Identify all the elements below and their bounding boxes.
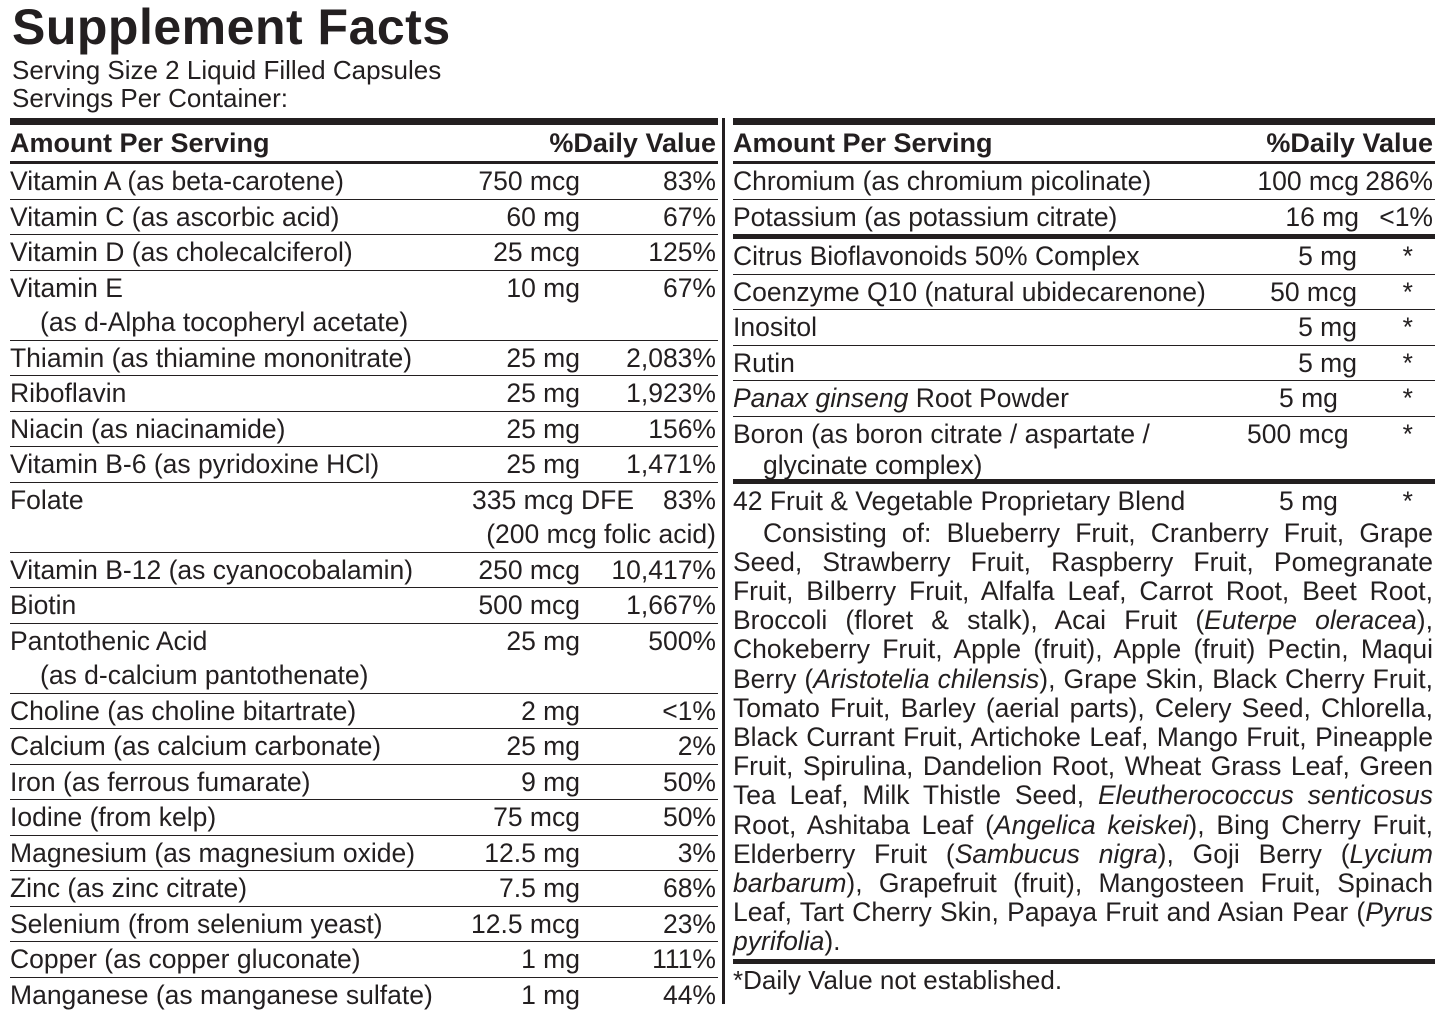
header-daily-value: %Daily Value bbox=[1266, 128, 1433, 158]
latin-name: Angelica keiskei bbox=[993, 809, 1189, 840]
nutrient-daily-value: 2,083% bbox=[626, 342, 716, 373]
nutrient-daily-value: 111% bbox=[652, 944, 716, 974]
nutrient-row bbox=[10, 200, 718, 236]
nutrient-line bbox=[10, 800, 718, 835]
nutrient-line bbox=[10, 412, 718, 447]
blend-indent bbox=[733, 518, 763, 548]
nutrient-row bbox=[10, 412, 718, 448]
left-rows bbox=[10, 164, 718, 1012]
latin-name: Euterpe oleracea bbox=[1204, 605, 1417, 636]
nutrient-name: Coenzyme Q10 (natural ubidecarenone) bbox=[733, 276, 1206, 307]
nutrient-amount: 5 mg bbox=[1279, 383, 1338, 413]
blend-amount: 5 mg bbox=[1279, 486, 1338, 516]
nutrient-amount: 25 mg bbox=[506, 413, 580, 444]
nutrient-daily-value: 83% bbox=[662, 484, 716, 515]
nutrient-line bbox=[10, 164, 718, 199]
nutrient-row bbox=[10, 765, 718, 801]
nutrient-subline: (as d-calcium pantothenate) bbox=[40, 660, 369, 690]
nutrient-row bbox=[10, 341, 718, 377]
nutrient-line bbox=[10, 907, 718, 942]
nutrient-line bbox=[10, 765, 718, 800]
nutrient-name: Iodine (from kelp) bbox=[10, 802, 217, 832]
blend-daily-value: * bbox=[1402, 486, 1413, 516]
nutrient-name: Niacin (as niacinamide) bbox=[10, 413, 286, 444]
nutrient-amount: 750 mcg bbox=[478, 166, 580, 196]
nutrient-daily-value: 68% bbox=[662, 873, 716, 903]
nutrient-row bbox=[10, 624, 718, 694]
nutrient-name: Iron (as ferrous fumarate) bbox=[10, 766, 311, 797]
nutrient-daily-value: <1% bbox=[662, 695, 716, 726]
nutrient-amount: 12.5 mcg bbox=[470, 908, 580, 939]
nutrient-row bbox=[10, 164, 718, 200]
boron-row bbox=[733, 417, 1435, 485]
nutrient-row bbox=[10, 978, 718, 1013]
nutrient-amount: 9 mg bbox=[521, 766, 580, 797]
nutrient-name: Vitamin E bbox=[10, 272, 123, 303]
header-daily-value: %Daily Value bbox=[549, 128, 716, 158]
nutrient-name: Vitamin D (as cholecalciferol) bbox=[10, 237, 353, 267]
blend-text: ). bbox=[824, 926, 841, 957]
nutrient-line bbox=[10, 871, 718, 906]
nutrient-name: Vitamin A (as beta-carotene) bbox=[10, 166, 344, 196]
nutrient-amount: 25 mg bbox=[506, 378, 580, 408]
nutrient-amount: 25 mg bbox=[506, 342, 580, 373]
right-others bbox=[733, 239, 1435, 381]
nutrient-row bbox=[733, 200, 1435, 240]
header-amount: Amount Per Serving bbox=[733, 128, 993, 158]
nutrient-amount: 1 mg bbox=[521, 944, 580, 974]
nutrient-row bbox=[10, 588, 718, 624]
nutrient-daily-value: * bbox=[1402, 276, 1413, 307]
nutrient-name: Panax ginseng Root Powder bbox=[733, 383, 1069, 413]
nutrient-row bbox=[733, 275, 1435, 311]
nutrient-daily-value: 10,417% bbox=[611, 554, 716, 585]
nutrient-name: Citrus Bioflavonoids 50% Complex bbox=[733, 241, 1140, 271]
nutrient-row bbox=[10, 553, 718, 589]
nutrient-daily-value: 44% bbox=[662, 979, 716, 1010]
nutrient-daily-value: <1% bbox=[1379, 201, 1433, 232]
nutrient-daily-value: 3% bbox=[677, 837, 716, 868]
nutrient-amount: 5 mg bbox=[1298, 241, 1357, 271]
nutrient-row bbox=[10, 694, 718, 730]
nutrient-name: Inositol bbox=[733, 312, 817, 342]
nutrient-amount: 25 mg bbox=[506, 625, 580, 656]
nutrient-row bbox=[10, 907, 718, 943]
latin-name: Lycium barbarum bbox=[733, 838, 1433, 898]
nutrient-amount: 500 mcg bbox=[478, 590, 580, 620]
nutrient-amount: 75 mcg bbox=[493, 802, 580, 832]
nutrient-daily-value: 500% bbox=[648, 625, 716, 656]
panel-title: Supplement Facts bbox=[12, 0, 451, 55]
nutrient-daily-value: 1,667% bbox=[626, 590, 716, 620]
nutrient-line bbox=[10, 235, 718, 270]
nutrient-name: Riboflavin bbox=[10, 378, 127, 408]
nutrient-name: Vitamin B-12 (as cyanocobalamin) bbox=[10, 554, 414, 585]
nutrient-row bbox=[10, 800, 718, 836]
nutrient-name: Magnesium (as magnesium oxide) bbox=[10, 837, 416, 868]
nutrient-row bbox=[10, 942, 718, 978]
nutrient-daily-value: 1,471% bbox=[626, 449, 716, 479]
nutrient-amount: 25 mg bbox=[506, 449, 580, 479]
servings-per-container: Servings Per Container: bbox=[12, 83, 289, 113]
nutrient-amount: 1 mg bbox=[521, 979, 580, 1010]
nutrient-amount: 10 mg bbox=[506, 272, 580, 303]
latin-name: Eleutherococcus senticosus bbox=[1098, 780, 1433, 811]
latin-name: Sambucus nigra bbox=[954, 838, 1158, 869]
blend-text: ), Bing Cherry Fruit, Elderberry Fruit ( bbox=[733, 809, 1433, 869]
nutrient-amount: 335 mcg DFE bbox=[472, 484, 635, 515]
nutrient-line bbox=[10, 341, 718, 376]
nutrient-amount: 16 mg bbox=[1285, 201, 1359, 232]
nutrient-row bbox=[10, 871, 718, 907]
blend-text: ), Grape Skin, Black Cherry Fruit, Tomato Fruit, Barley (aerial parts), Celery Seed, Chlorella, Black Currant Fruit, Artichoke Leaf, Mango Fruit, Pineapple Fruit, Spirulina, Dandelion Root, Wheat Grass Leaf, Green Tea Leaf, Milk Thistle Seed, bbox=[733, 663, 1433, 811]
nutrient-amount: 50 mcg bbox=[1270, 276, 1357, 307]
nutrient-line bbox=[10, 447, 718, 482]
blend-text: ), Chokeberry Fruit, Apple (fruit), Apple (fruit) Pectin, Maqui Berry ( bbox=[733, 605, 1433, 694]
nutrient-name: Zinc (as zinc citrate) bbox=[10, 873, 248, 903]
nutrient-name: Vitamin C (as ascorbic acid) bbox=[10, 201, 340, 232]
left-column bbox=[10, 118, 718, 1012]
nutrient-name: Thiamin (as thiamine mononitrate) bbox=[10, 342, 413, 373]
nutrient-line bbox=[10, 729, 718, 764]
nutrient-name: Calcium (as calcium carbonate) bbox=[10, 731, 382, 761]
blend-text: Consisting of: Blueberry Fruit, Cranberry Fruit, Grape Seed, Strawberry Fruit, Raspberry Fruit, Pomegranate Fruit, Bilberry Fruit, Alfalfa Leaf, Carrot Root, Beet Root, Broccoli (floret & stalk), Acai Fruit ( bbox=[733, 517, 1433, 636]
nutrient-amount: 25 mcg bbox=[493, 237, 580, 267]
nutrient-daily-value: 50% bbox=[662, 766, 716, 797]
nutrient-name: Biotin bbox=[10, 590, 77, 620]
nutrient-daily-value: 286% bbox=[1365, 166, 1433, 196]
nutrient-row bbox=[733, 346, 1435, 382]
nutrient-daily-value: 67% bbox=[662, 201, 716, 232]
nutrient-amount: 5 mg bbox=[1298, 312, 1357, 342]
blend-text: ), Grapefruit (fruit), Mangosteen Fruit, Spinach Leaf, Tart Cherry Skin, Papaya Fruit and Asian Pear ( bbox=[733, 867, 1433, 928]
nutrient-name: Vitamin B-6 (as pyridoxine HCl) bbox=[10, 449, 380, 479]
nutrient-name: Chromium (as chromium picolinate) bbox=[733, 166, 1152, 196]
nutrient-daily-value: 156% bbox=[648, 413, 716, 444]
nutrient-daily-value: 1,923% bbox=[626, 378, 716, 408]
nutrient-row bbox=[10, 729, 718, 765]
thick-rule bbox=[733, 118, 1435, 125]
nutrient-line bbox=[10, 694, 718, 729]
nutrient-name: Boron (as boron citrate / aspartate / bbox=[733, 418, 1150, 449]
nutrient-amount: 12.5 mg bbox=[484, 837, 580, 868]
blend-ingredients bbox=[733, 519, 1435, 957]
blend-text: ), Goji Berry ( bbox=[1157, 838, 1350, 869]
nutrient-daily-value: 50% bbox=[662, 802, 716, 832]
nutrient-row bbox=[733, 164, 1435, 200]
nutrient-name: Selenium (from selenium yeast) bbox=[10, 908, 383, 939]
nutrient-subline: glycinate complex) bbox=[763, 450, 983, 480]
footnote: *Daily Value not established. bbox=[733, 959, 1435, 996]
nutrient-amount: 100 mcg bbox=[1257, 166, 1359, 196]
nutrient-daily-value: 125% bbox=[648, 237, 716, 267]
nutrient-daily-value: 23% bbox=[662, 908, 716, 939]
nutrient-daily-value: 83% bbox=[662, 166, 716, 196]
nutrient-amount: 500 mcg bbox=[1247, 418, 1349, 449]
nutrient-name: Copper (as copper gluconate) bbox=[10, 944, 361, 974]
nutrient-amount: 5 mg bbox=[1298, 347, 1357, 378]
nutrient-amount: 60 mg bbox=[506, 201, 580, 232]
left-header bbox=[10, 125, 718, 164]
right-minerals bbox=[733, 164, 1435, 239]
nutrient-daily-value: * bbox=[1402, 312, 1413, 342]
nutrient-daily-value: * bbox=[1402, 347, 1413, 378]
nutrient-name: Folate bbox=[10, 484, 84, 515]
nutrient-name: Choline (as choline bitartrate) bbox=[10, 695, 357, 726]
nutrient-amount: 25 mg bbox=[506, 731, 580, 761]
panax-row bbox=[733, 381, 1435, 417]
nutrient-row bbox=[10, 376, 718, 412]
nutrient-daily-value: 2% bbox=[677, 731, 716, 761]
nutrient-line bbox=[10, 836, 718, 871]
nutrient-row bbox=[10, 447, 718, 483]
right-header bbox=[733, 125, 1435, 164]
nutrient-name: Manganese (as manganese sulfate) bbox=[10, 979, 433, 1010]
blend-text: Root, Ashitaba Leaf ( bbox=[733, 809, 994, 840]
nutrient-line bbox=[10, 271, 718, 306]
nutrient-amount: 7.5 mg bbox=[498, 873, 580, 903]
thick-rule bbox=[10, 118, 718, 125]
nutrient-line bbox=[10, 200, 718, 235]
nutrient-row bbox=[10, 271, 718, 341]
nutrient-name: Potassium (as potassium citrate) bbox=[733, 201, 1118, 232]
nutrient-row bbox=[10, 836, 718, 872]
nutrient-line bbox=[10, 483, 718, 518]
serving-size: Serving Size 2 Liquid Filled Capsules bbox=[12, 55, 442, 85]
nutrient-line bbox=[10, 553, 718, 588]
nutrient-daily-value: * bbox=[1402, 418, 1413, 449]
right-column bbox=[733, 118, 1435, 996]
nutrient-daily-value: * bbox=[1402, 241, 1413, 271]
nutrient-amount: 2 mg bbox=[521, 695, 580, 726]
latin-name: Pyrus pyrifolia bbox=[733, 897, 1433, 957]
nutrient-daily-value: * bbox=[1402, 383, 1413, 413]
nutrient-line bbox=[10, 942, 718, 977]
column-divider bbox=[722, 118, 725, 1004]
blend-row bbox=[733, 484, 1435, 519]
nutrient-line bbox=[10, 588, 718, 623]
nutrient-row bbox=[10, 483, 718, 553]
blend-name: 42 Fruit & Vegetable Proprietary Blend bbox=[733, 486, 1186, 516]
nutrient-row bbox=[733, 239, 1435, 275]
nutrient-row bbox=[10, 235, 718, 271]
latin-name: Aristotelia chilensis bbox=[813, 663, 1040, 694]
nutrient-amount: 250 mcg bbox=[478, 554, 580, 585]
nutrient-subline: (200 mcg folic acid) bbox=[486, 519, 716, 549]
nutrient-name: Rutin bbox=[733, 347, 795, 378]
nutrient-row bbox=[733, 310, 1435, 346]
nutrient-daily-value: 67% bbox=[662, 272, 716, 303]
nutrient-line bbox=[10, 624, 718, 659]
nutrient-name: Pantothenic Acid bbox=[10, 625, 208, 656]
header-amount: Amount Per Serving bbox=[10, 128, 270, 158]
nutrient-subline: (as d-Alpha tocopheryl acetate) bbox=[40, 307, 409, 337]
nutrient-line bbox=[10, 376, 718, 411]
nutrient-line bbox=[10, 978, 718, 1013]
